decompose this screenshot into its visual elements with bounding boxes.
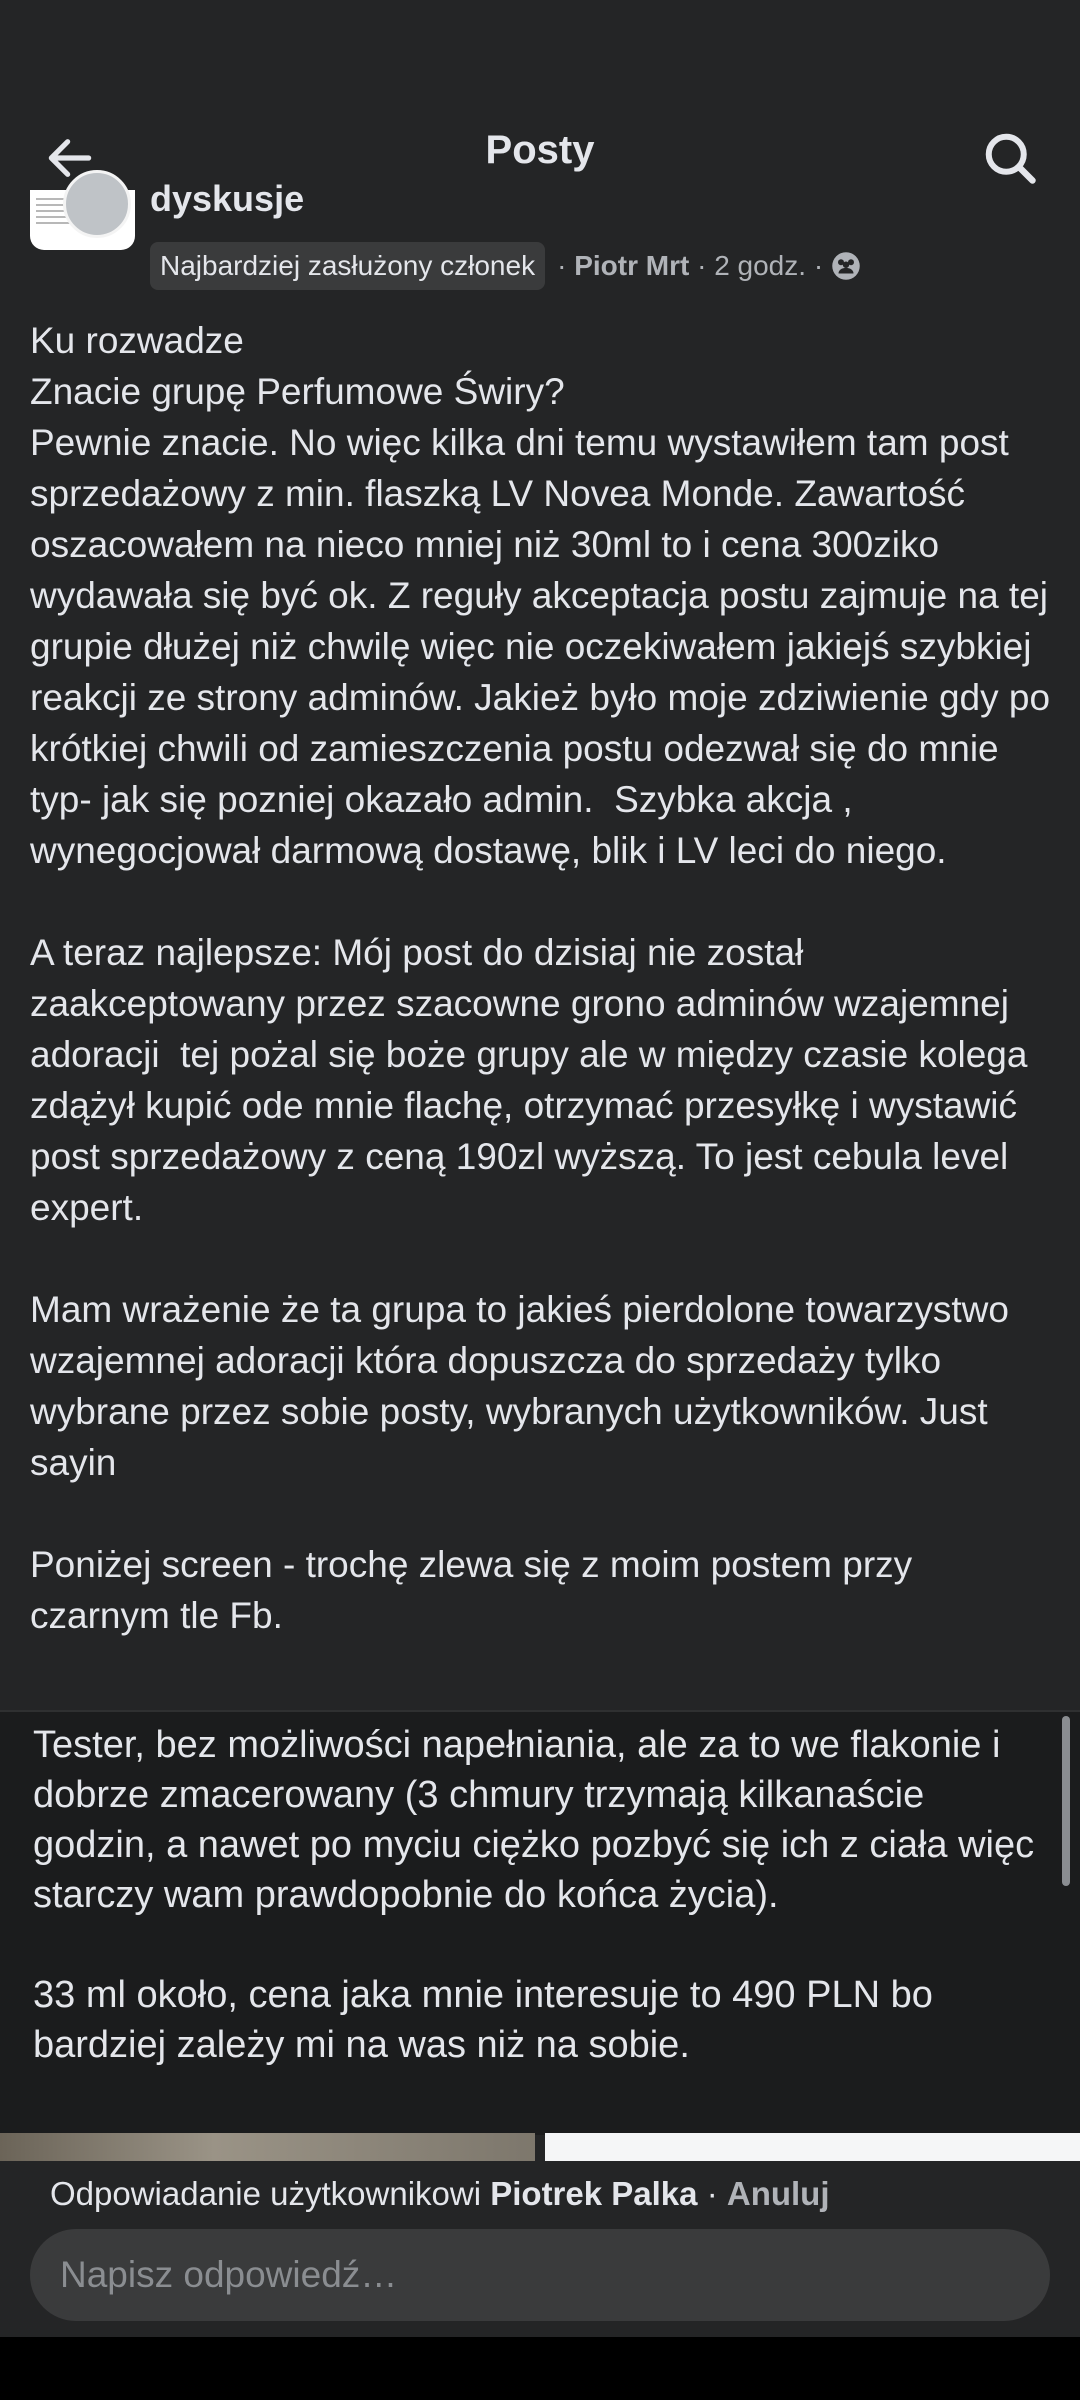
shared-post-text: Tester, bez możliwości napełniania, ale za to we flakonie i dobrze zmacerowany (3 chmury trzymają kilkanaście godzin, a nawet po myciu ciężko pozbyć się ich z ciała więc starczy wam prawdopobnie do końca życia). 33 ml około, cena jaka mnie interesuje to 490 PLN bo bardziej zależy mi na was niż na sobie. bbox=[33, 1724, 1035, 2066]
group-members-icon bbox=[831, 251, 861, 281]
reply-input[interactable] bbox=[30, 2229, 1050, 2321]
post bbox=[0, 178, 1080, 1710]
system-navigation-bar bbox=[0, 2337, 1080, 2400]
search-icon bbox=[980, 128, 1040, 188]
search-button[interactable] bbox=[970, 118, 1050, 198]
reply-separator: · bbox=[706, 2175, 718, 2212]
group-name[interactable]: dyskusje bbox=[150, 178, 305, 219]
shared-image-left[interactable] bbox=[0, 2133, 535, 2161]
cancel-reply-button[interactable]: Anuluj bbox=[726, 2175, 830, 2212]
author-name[interactable]: Piotr Mrt bbox=[574, 250, 690, 281]
post-body-text: Ku rozwadze Znacie grupę Perfumowe Świry? Pewnie znacie. No więc kilka dni temu wystawiłem tam post sprzedażowy z min. flaszką LV Novea Monde. Zawartość oszacowałem na nieco mniej niż 30ml to i cena 300ziko wydawała się być ok. Z reguły akceptacja postu zajmuje na tej grupie dłużej niż chwilę więc nie oczekiwałem jakiejś szybkiej reakcji ze strony adminów. Jakież było moje zdziwienie gdy po krótkiej chwili od zamieszczenia postu odezwał się do mnie typ- jak się pozniej okazało admin. Szybka akcja , wynegocjował darmową dostawę, blik i LV leci do niego. A teraz najlepsze: Mój post do dzisiaj nie został zaakceptowany przez szacowne grono adminów wzajemnej adoracji tej pożal się boże grupy ale w między czasie kolega zdążył kupić ode mnie flachę, otrzymać przesyłkę i wystawić post sprzedażowy z ceną 190zl wyższą. To jest cebula level expert. Mam wrażenie że ta grupa to jakieś pierdolone towarzystwo wzajemnej adoracji która dopuszcza do sprzedaży tylko wybrane przez sobie posty, wybranych użytkowników. Just sayin Poniżej screen - trochę zlewa się z moim postem przy czarnym tle Fb. bbox=[30, 320, 1051, 1636]
shared-post-images[interactable] bbox=[0, 2133, 1080, 2161]
shared-post-screenshot[interactable] bbox=[0, 1710, 1080, 2135]
meta-separator: · bbox=[697, 250, 707, 281]
reply-target-name: Piotrek Palka bbox=[490, 2175, 698, 2212]
post-time[interactable]: 2 godz. bbox=[714, 250, 807, 281]
post-meta bbox=[150, 242, 861, 290]
replying-to-label: Odpowiadanie użytkownikowi bbox=[50, 2175, 482, 2212]
group-avatar[interactable] bbox=[30, 190, 135, 250]
meta-separator: · bbox=[813, 250, 824, 281]
replying-to-info bbox=[50, 2175, 830, 2213]
reply-composer bbox=[0, 2161, 1080, 2337]
meta-separator: · bbox=[557, 250, 567, 281]
member-badge[interactable]: Najbardziej zasłużony członek bbox=[150, 242, 545, 290]
scrollbar[interactable] bbox=[1062, 1716, 1070, 1886]
status-bar bbox=[0, 0, 1080, 90]
page-title: Posty bbox=[485, 128, 595, 172]
shared-image-right[interactable] bbox=[545, 2133, 1080, 2161]
author-avatar bbox=[63, 170, 131, 238]
